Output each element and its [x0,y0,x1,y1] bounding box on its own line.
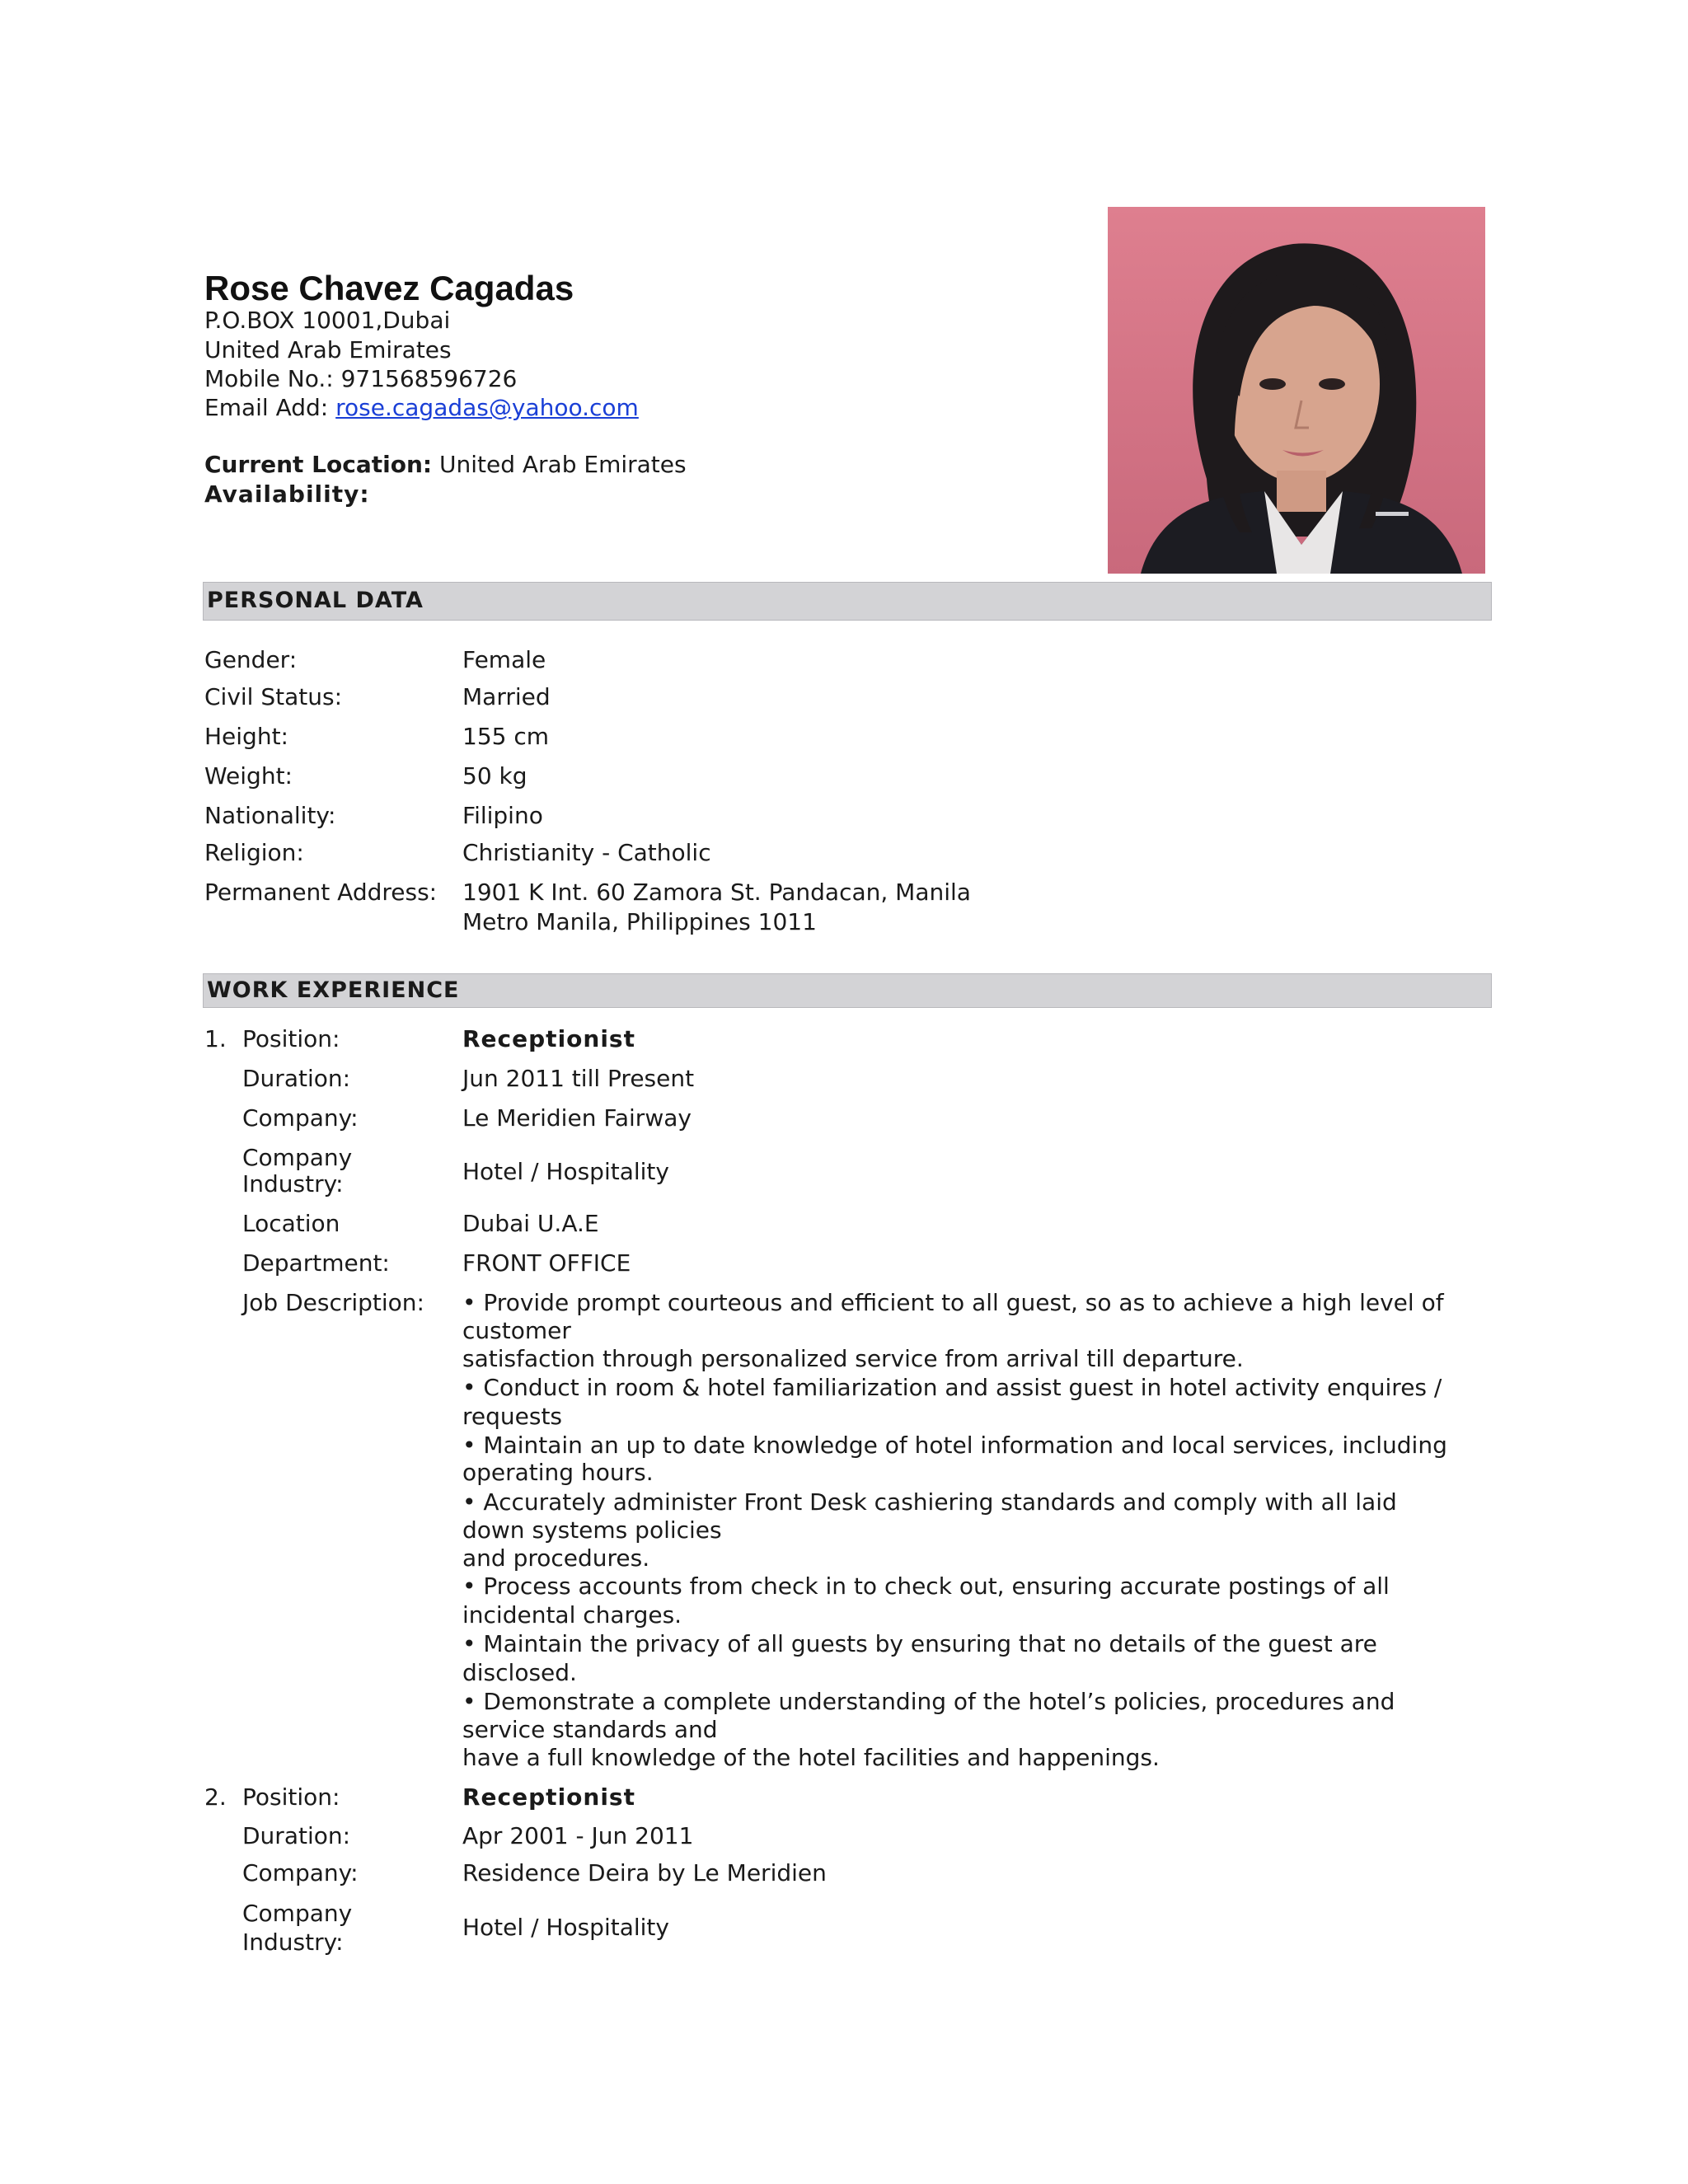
job-1-industry-label-2: Industry: [242,1170,344,1197]
job-1-department-value: FRONT OFFICE [462,1249,631,1277]
profile-photo-icon [1108,207,1485,574]
job-1-description-line: and procedures. [462,1544,650,1572]
job-2-industry-value: Hotel / Hospitality [462,1914,669,1941]
profile-photo [1108,207,1485,574]
candidate-name: Rose Chavez Cagadas [204,269,574,307]
email-line [204,394,639,422]
current-location-label: Current Location: [204,451,433,478]
job-1-location-value: Dubai U.A.E [462,1210,599,1237]
mobile-number: 971568596726 [340,365,518,392]
email-link[interactable]: rose.cagadas@yahoo.com [335,394,639,421]
mobile-label: Mobile No.: [204,365,341,392]
address-line-2: United Arab Emirates [204,336,452,363]
job-2-number: 2. [204,1783,227,1811]
weight-value: 50 kg [462,762,528,790]
job-1-description-line: customer [462,1317,571,1344]
height-label: Height: [204,723,288,750]
job-1-duration-value: Jun 2011 till Present [462,1065,695,1092]
civil-status-value: Married [462,683,551,710]
job-1-company-value: Le Meridien Fairway [462,1104,692,1132]
work-experience-section-bar [203,973,1492,1008]
job-1-duration-label: Duration: [242,1065,351,1092]
weight-label: Weight: [204,762,293,790]
job-1-number: 1. [204,1025,227,1052]
job-1-description-line: • Maintain an up to date knowledge of hotel information and local services, including [462,1432,1447,1459]
personal-data-section-bar [203,582,1492,621]
job-1-description-line: • Demonstrate a complete understanding of the hotel’s policies, procedures and [462,1688,1395,1715]
permanent-address-value-2: Metro Manila, Philippines 1011 [462,908,817,935]
job-1-industry-label-1: Company [242,1144,353,1171]
job-1-industry-value: Hotel / Hospitality [462,1158,669,1185]
mobile-line [204,365,517,393]
job-1-description-line: • Conduct in room & hotel familiarization and assist guest in hotel activity enquires / [462,1374,1442,1401]
job-1-location-label: Location [242,1210,340,1237]
permanent-address-label: Permanent Address: [204,879,438,906]
current-location-line [204,451,687,479]
civil-status-label: Civil Status: [204,683,343,710]
personal-data-title: PERSONAL DATA [207,588,424,613]
job-1-description-line: • Maintain the privacy of all guests by ensuring that no details of the guest are [462,1630,1377,1657]
gender-label: Gender: [204,646,298,673]
job-1-position-value: Receptionist [462,1025,635,1052]
job-2-industry-label-2: Industry: [242,1929,344,1956]
height-value: 155 cm [462,723,550,750]
nationality-value: Filipino [462,802,543,829]
job-2-company-label: Company: [242,1859,359,1886]
nationality-label: Nationality: [204,802,336,829]
job-1-description-line: • Provide prompt courteous and efficient to all guest, so as to achieve a high level of [462,1289,1444,1316]
job-2-duration-value: Apr 2001 - Jun 2011 [462,1822,694,1849]
job-1-company-label: Company: [242,1104,359,1132]
job-1-department-label: Department: [242,1249,390,1277]
work-experience-title: WORK EXPERIENCE [207,977,460,1003]
permanent-address-value-1: 1901 K Int. 60 Zamora St. Pandacan, Manila [462,879,971,906]
job-2-position-value: Receptionist [462,1783,635,1811]
current-location-value: United Arab Emirates [432,451,687,478]
gender-value: Female [462,646,546,673]
job-1-position-label: Position: [242,1025,340,1052]
job-1-description-line: • Accurately administer Front Desk cashiering standards and comply with all laid [462,1488,1397,1516]
religion-value: Christianity - Catholic [462,839,711,866]
job-1-description-line: disclosed. [462,1659,577,1686]
job-1-description-label: Job Description: [242,1289,424,1316]
job-1-description-line: service standards and [462,1716,718,1743]
address-line-1: P.O.BOX 10001,Dubai [204,307,451,334]
religion-label: Religion: [204,839,304,866]
job-2-position-label: Position: [242,1783,340,1811]
job-1-description-line: • Process accounts from check in to check out, ensuring accurate postings of all [462,1572,1390,1600]
job-1-description-line: operating hours. [462,1459,654,1486]
job-1-description-line: requests [462,1403,563,1430]
job-2-company-value: Residence Deira by Le Meridien [462,1859,827,1886]
availability-label: Availability: [204,480,370,508]
job-1-description-line: down systems policies [462,1516,722,1544]
job-1-description-line: incidental charges. [462,1601,682,1629]
job-2-industry-label-1: Company [242,1900,353,1927]
job-1-description-line: have a full knowledge of the hotel facilities and happenings. [462,1744,1160,1771]
job-2-duration-label: Duration: [242,1822,351,1849]
email-label: Email Add: [204,394,336,421]
job-1-description-line: satisfaction through personalized service from arrival till departure. [462,1345,1244,1372]
